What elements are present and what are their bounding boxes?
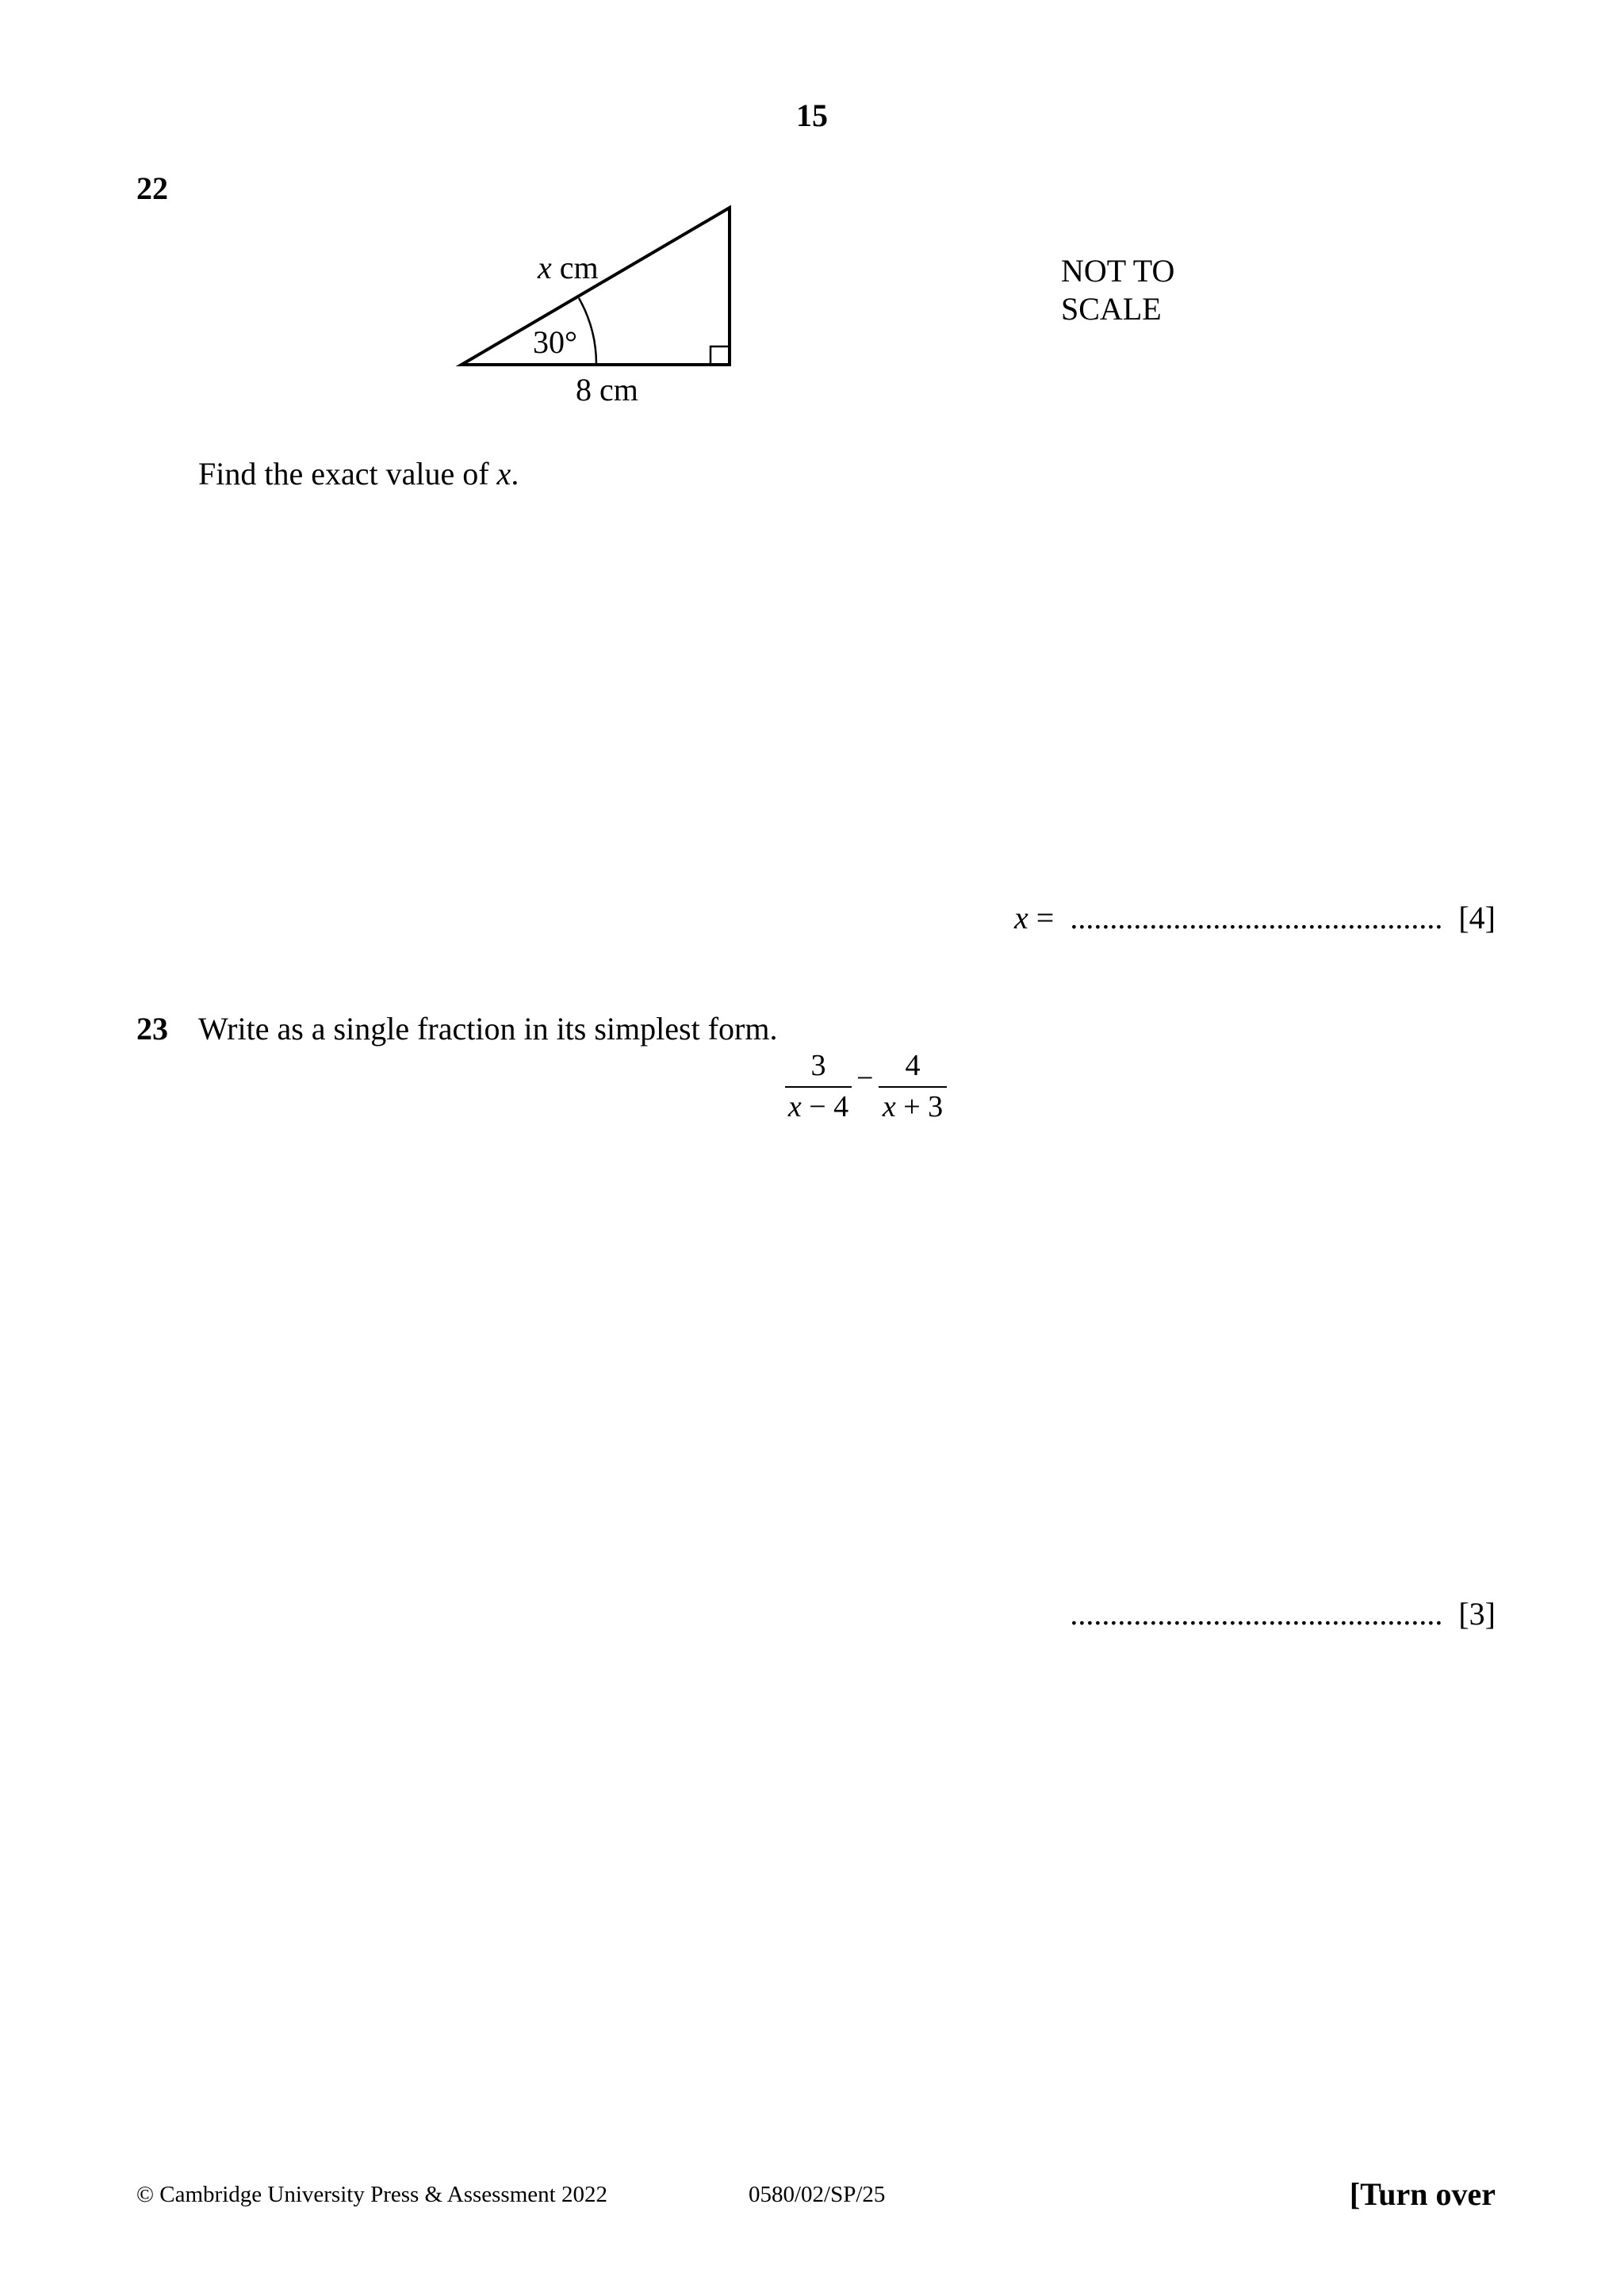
fraction-1-numerator: 3 — [810, 1049, 826, 1082]
hypotenuse-label: x cm — [538, 250, 599, 285]
angle-label: 30° — [533, 324, 577, 360]
page-number: 15 — [796, 98, 828, 133]
footer-paper-code: 0580/02/SP/25 — [749, 2182, 886, 2207]
question-22-number: 22 — [136, 170, 168, 206]
question-23-answer-line[interactable]: ............................................... [3] — [1070, 1596, 1496, 1632]
base-label: 8 cm — [576, 372, 638, 408]
question-22-answer-line[interactable]: x = ............................................... [4] — [1014, 900, 1496, 936]
right-triangle — [462, 208, 730, 365]
question-23-number: 23 — [136, 1011, 168, 1047]
question-23-prompt: Write as a single fraction in its simplest form. — [198, 1011, 778, 1047]
footer-copyright: © Cambridge University Press & Assessment 2022 — [136, 2182, 607, 2207]
fraction-2-denominator: x + 3 — [882, 1090, 944, 1123]
fraction-2 — [879, 1048, 947, 1124]
fraction-2-numerator: 4 — [905, 1049, 921, 1082]
right-angle-marker — [710, 346, 730, 365]
triangle-diagram — [0, 0, 1624, 476]
angle-arc — [579, 298, 596, 365]
question-22-prompt: Find the exact value of x. — [198, 456, 519, 492]
fraction-1-denominator: x − 4 — [787, 1090, 849, 1123]
not-to-scale-line1: NOT TO — [1061, 253, 1175, 289]
fraction-1 — [785, 1048, 852, 1124]
minus-operator: − — [856, 1062, 874, 1095]
not-to-scale-line2: SCALE — [1061, 291, 1162, 327]
turn-over-label: [Turn over — [1349, 2176, 1496, 2212]
